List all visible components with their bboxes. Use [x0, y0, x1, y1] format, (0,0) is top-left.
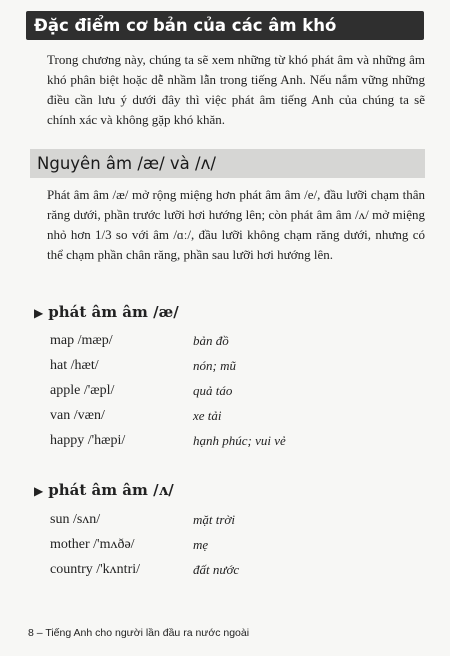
section-paragraph: Phát âm âm /æ/ mở rộng miệng hơn phát âm âm /e/, đầu lưỡi chạm thân răng dưới, phần trước lưỡi hơi hướng lên; còn phát âm âm /ʌ/ mở miệng nhỏ hơn 1/3 so với âm /ɑː/, đầu lưỡi không chạm răng dưới, nhưng có thể chạm phần chân răng, phần sau lưỡi hơi hướng lên. [47, 187, 425, 262]
word-meaning: quả táo [193, 383, 233, 398]
triangle-bullet-icon: ▶ [34, 484, 44, 498]
word-meaning: bản đồ [193, 333, 229, 348]
intro-paragraph: Trong chương này, chúng ta sẽ xem những từ khó phát âm và những âm khó phân biệt hoặc dễ nhầm lẫn trong tiếng Anh. Nếu nắm vững những điều cần lưu ý dưới đây thì việc phát âm tiếng Anh của chúng ta sẽ chính xác và không gặp khó khăn. [47, 52, 425, 127]
word-ipa: apple /'æpl/ [50, 383, 115, 398]
word-meaning: mặt trời [193, 512, 235, 527]
word-ipa: sun /sʌn/ [50, 512, 101, 527]
word-meaning: nón; mũ [193, 358, 236, 373]
section-title: Nguyên âm /æ/ và /ʌ/ [30, 149, 425, 178]
page-footer: 8 – Tiếng Anh cho người lần đầu ra nước ngoài [28, 627, 250, 639]
word-ipa: hat /hæt/ [50, 358, 99, 373]
subheading-uh [34, 481, 174, 499]
subheading-ae [34, 303, 179, 321]
word-ipa: map /mæp/ [50, 333, 113, 348]
triangle-bullet-icon: ▶ [34, 306, 44, 320]
word-meaning: xe tải [193, 408, 222, 423]
subheading-label: phát âm âm /ʌ/ [48, 481, 174, 499]
word-meaning: hạnh phúc; vui vẻ [193, 433, 286, 448]
word-ipa: mother /'mʌðə/ [50, 537, 135, 552]
word-ipa: van /væn/ [50, 408, 105, 423]
word-meaning: mẹ [193, 537, 209, 552]
word-meaning: đất nước [193, 562, 240, 577]
page-title: Đặc điểm cơ bản của các âm khó [26, 11, 424, 40]
subheading-label: phát âm âm /æ/ [48, 303, 179, 321]
word-ipa: happy /'hæpi/ [50, 433, 126, 448]
word-ipa: country /'kʌntri/ [50, 562, 141, 577]
